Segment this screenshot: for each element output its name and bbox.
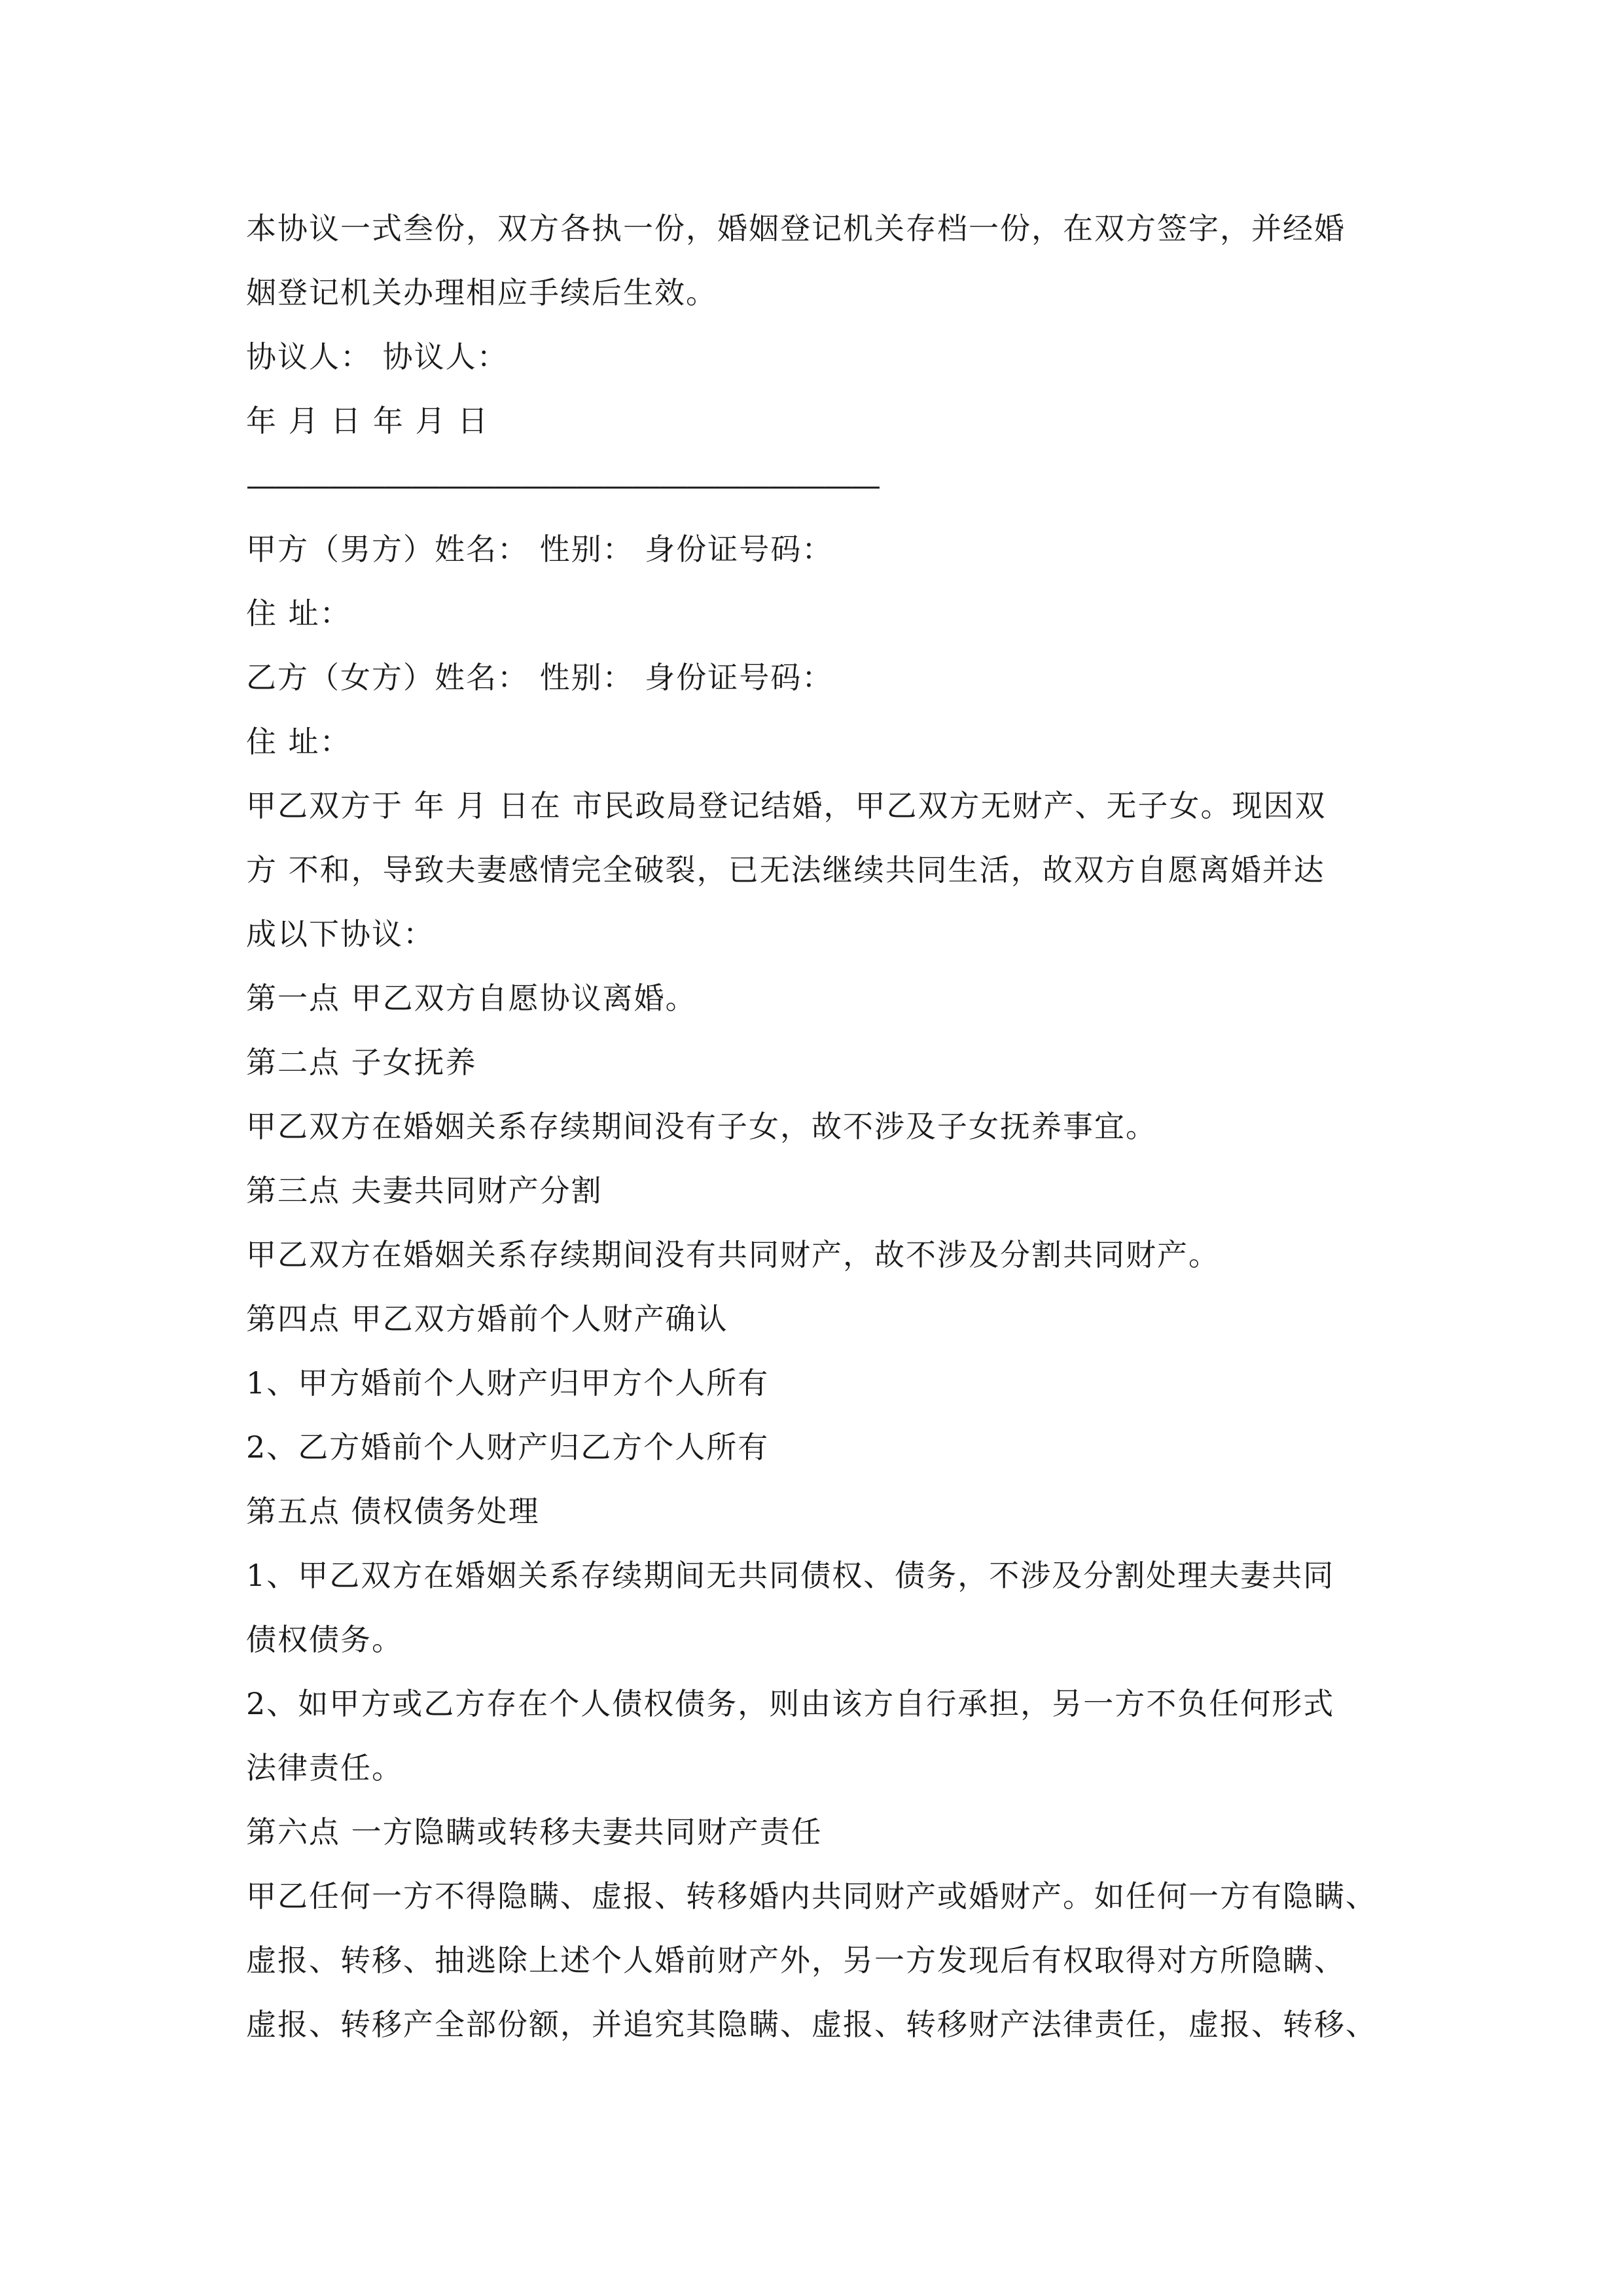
date-line: 年 月 日 年 月 日 [246,403,490,439]
section-heading: 第二点 子女抚养 [246,1045,477,1080]
text-line: 虚报、转移、抽逃除上述个人婚前财产外，另一方发现后有权取得对方所隐瞒、 [246,1943,1346,1978]
text-line: 成以下协议： [246,916,435,952]
text-line: 本协议一式叁份，双方各执一份，婚姻登记机关存档一份，在双方签字，并经婚 [246,211,1346,246]
list-item: 1、甲方婚前个人财产归甲方个人所有 [246,1365,770,1401]
text-line: 甲乙任何一方不得隐瞒、虚报、转移婚内共同财产或婚财产。如任何一方有隐瞒、 [246,1878,1377,1914]
party-b-info: 乙方（女方）姓名： 性别： 身份证号码： [246,660,834,695]
section-heading: 第一点 甲乙双方自愿协议离婚。 [246,980,697,1016]
section-heading: 第五点 债权债务处理 [246,1494,540,1529]
party-a-info: 甲方（男方）姓名： 性别： 身份证号码： [246,531,834,567]
list-item: 2、如甲方或乙方存在个人债权债务，则由该方自行承担，另一方不负任何形式 [246,1686,1335,1721]
separator-line: ——————————————————————— [246,467,878,503]
agreement-text [246,196,1391,2056]
list-item: 1、甲乙双方在婚姻关系存续期间无共同债权、债务，不涉及分割处理夫妻共同 [246,1558,1335,1593]
text-line: 债权债务。 [246,1622,403,1657]
text-line: 甲乙双方在婚姻关系存续期间没有共同财产，故不涉及分割共同财产。 [246,1237,1220,1272]
section-heading: 第三点 夫妻共同财产分割 [246,1173,603,1208]
list-item: 2、乙方婚前个人财产归乙方个人所有 [246,1429,770,1465]
text-line: 法律责任。 [246,1750,403,1785]
text-line: 姻登记机关办理相应手续后生效。 [246,275,717,310]
text-line: 方 不和，导致夫妻感情完全破裂，已无法继续共同生活，故双方自愿离婚并达 [246,852,1325,888]
text-line: 甲乙双方在婚姻关系存续期间没有子女，故不涉及子女抚养事宜。 [246,1109,1157,1144]
text-line: 虚报、转移产全部份额，并追究其隐瞒、虚报、转移财产法律责任，虚报、转移、 [246,2007,1377,2042]
section-heading: 第六点 一方隐瞒或转移夫妻共同财产责任 [246,1814,823,1850]
text-line: 甲乙双方于 年 月 日在 市民政局登记结婚，甲乙双方无财产、无子女。现因双 [246,788,1327,823]
section-heading: 第四点 甲乙双方婚前个人财产确认 [246,1301,728,1336]
party-b-address: 住 址： [246,724,351,759]
signature-label-line: 协议人： 协议人： [246,339,508,374]
party-a-address: 住 址： [246,596,351,631]
